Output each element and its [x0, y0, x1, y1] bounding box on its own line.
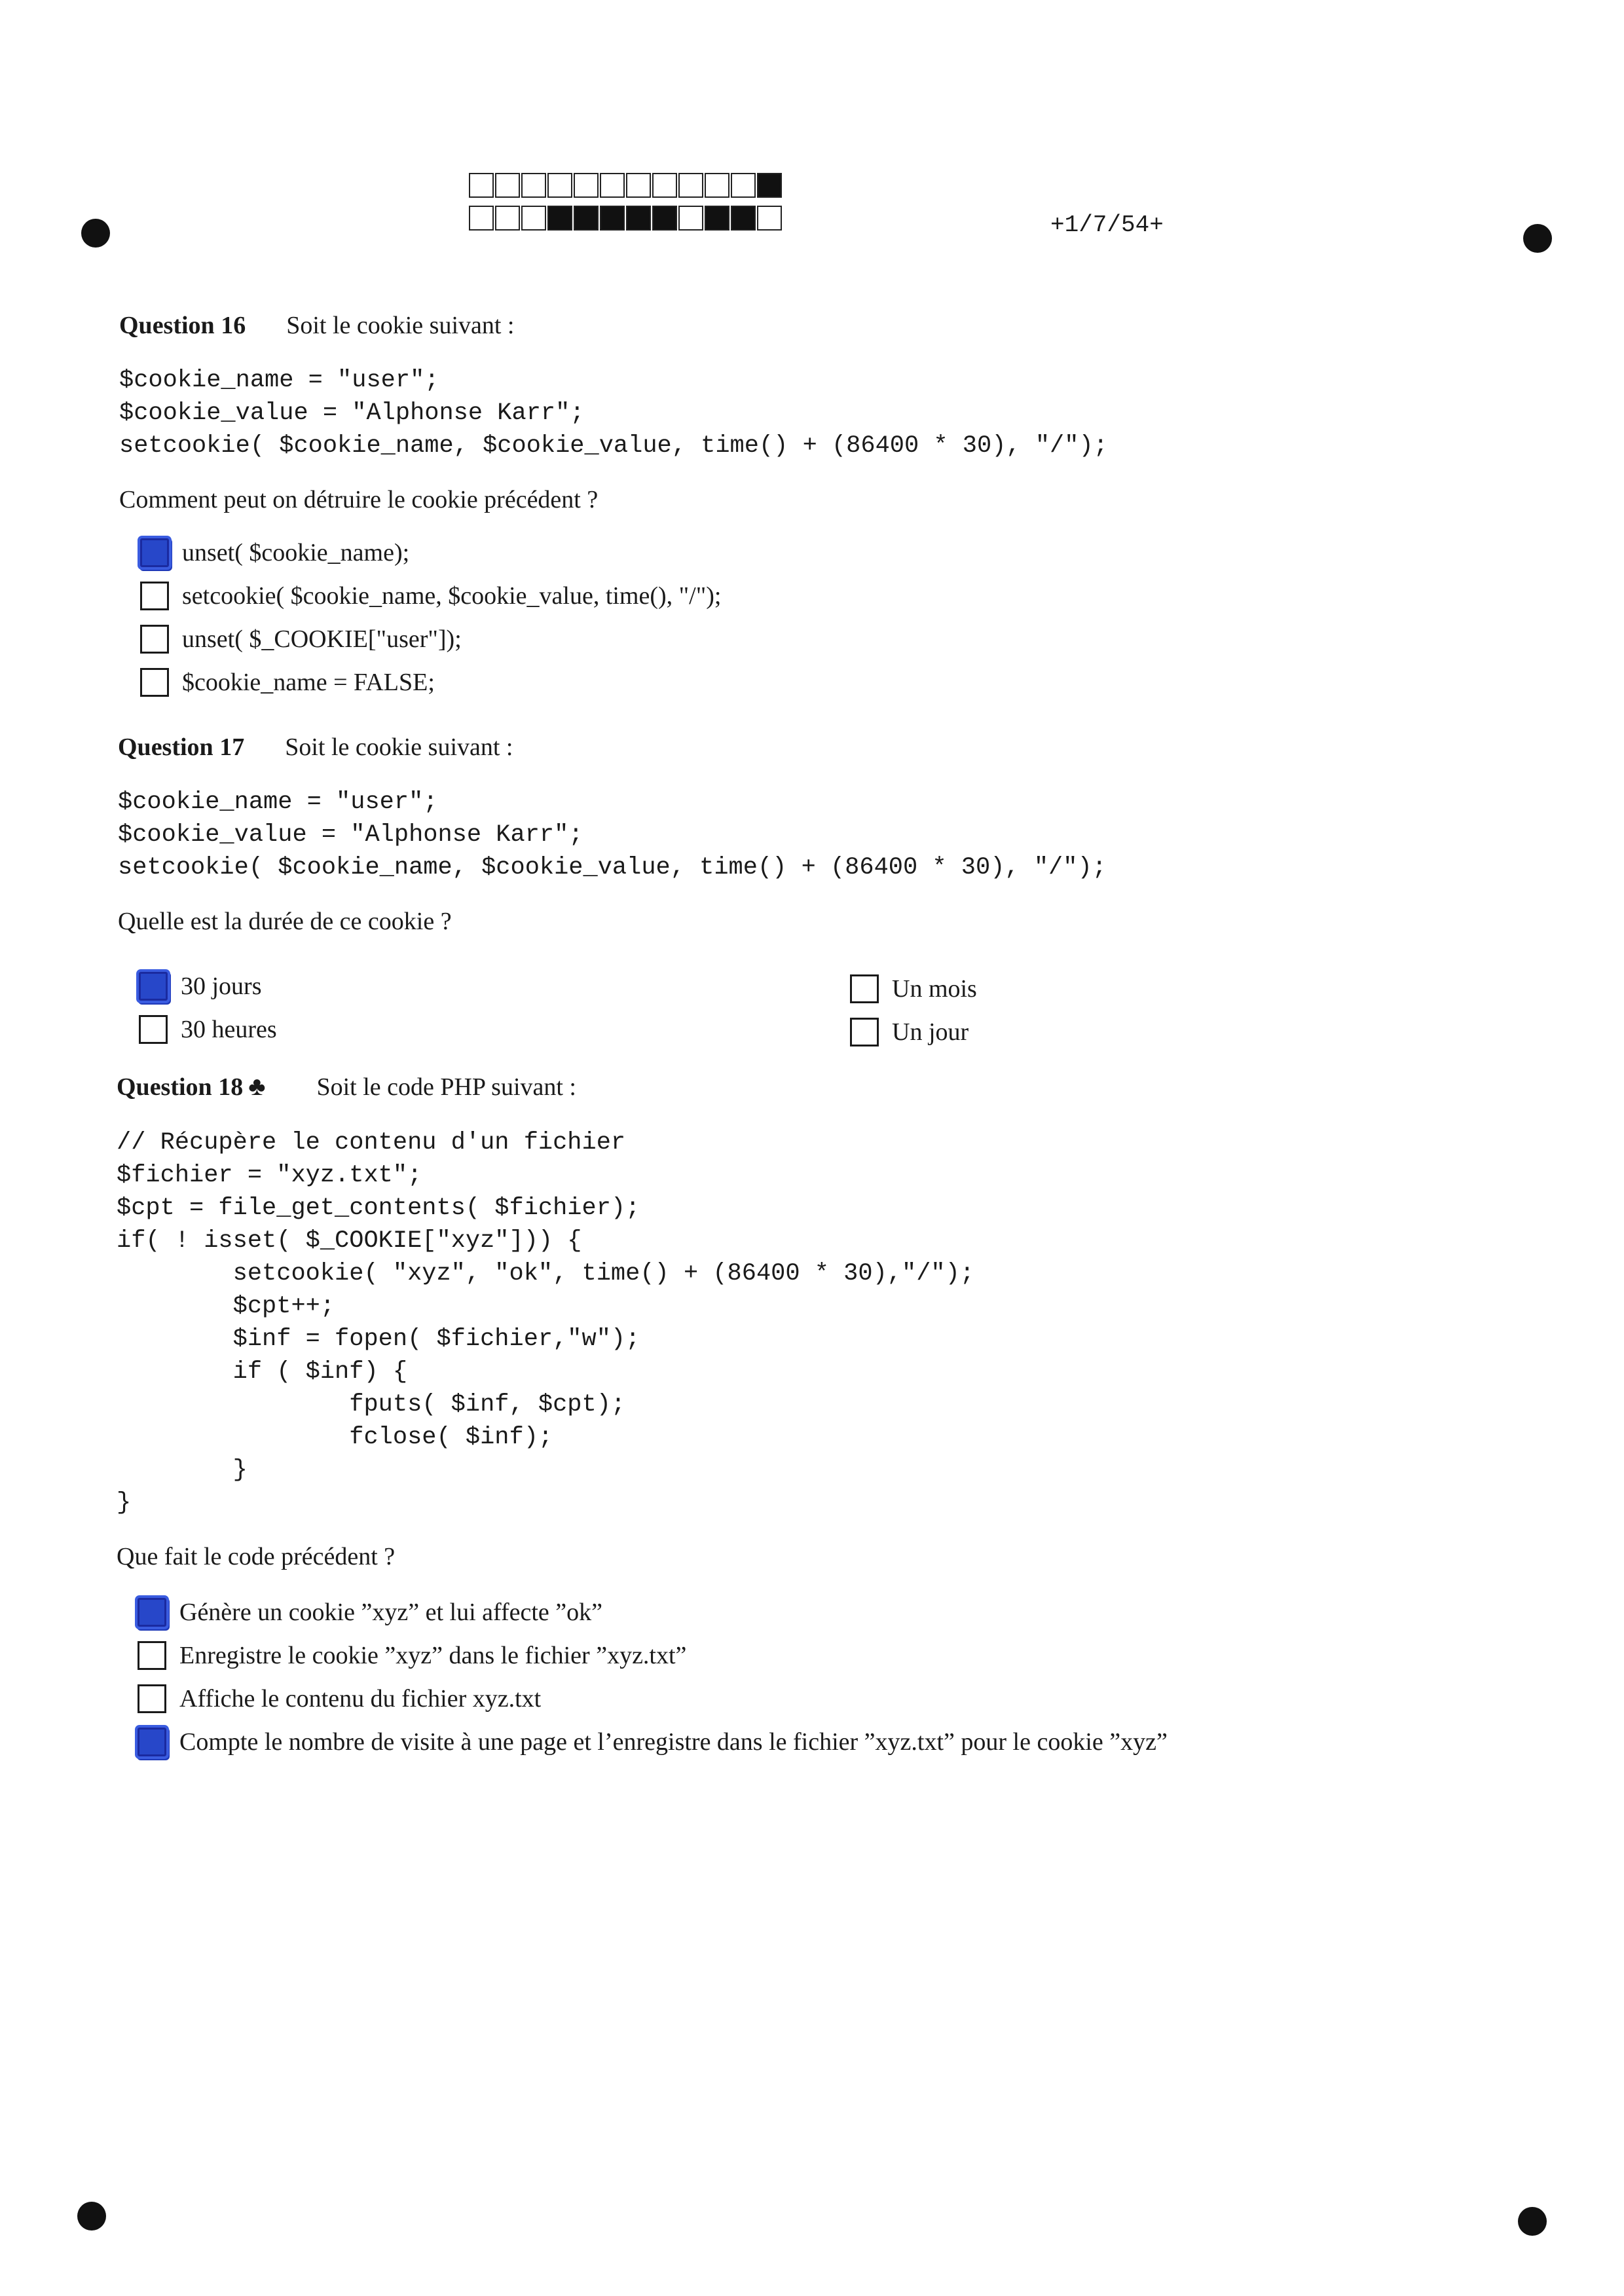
barcode-cell	[705, 206, 729, 231]
q16-option-3[interactable]	[140, 622, 462, 656]
q18-option-4[interactable]	[138, 1725, 1168, 1759]
option-label: 30 heures	[181, 1016, 277, 1043]
option-label: Un mois	[892, 975, 977, 1003]
barcode-cell	[495, 173, 520, 198]
barcode-cell	[574, 206, 599, 231]
checkbox[interactable]	[140, 625, 169, 654]
q17-option-3[interactable]	[850, 972, 977, 1006]
question-16-prompt: Comment peut on détruire le cookie précédent ?	[119, 486, 599, 513]
question-17-code: $cookie_name = "user"; $cookie_value = "Alphonse Karr"; setcookie( $cookie_name, $cookie_value, time() + (86400 * 30), "/");	[118, 788, 1107, 881]
page-id: +1/7/54+	[1050, 212, 1164, 238]
barcode-cell	[521, 206, 546, 231]
q17-option-4[interactable]	[850, 1015, 969, 1049]
option-label: $cookie_name = FALSE;	[182, 669, 435, 696]
checkbox[interactable]	[139, 972, 168, 1001]
barcode-cell	[757, 206, 782, 231]
q17-option-1[interactable]	[139, 969, 262, 1003]
option-label: Compte le nombre de visite à une page et l’enregistre dans le fichier ”xyz.txt” pour le cookie ”xyz”	[179, 1728, 1168, 1756]
q16-option-1[interactable]	[140, 536, 409, 570]
barcode-cell	[547, 173, 572, 198]
option-label: Génère un cookie ”xyz” et lui affecte ”ok”	[179, 1599, 602, 1626]
question-18-header	[117, 1071, 576, 1102]
barcode-cell	[547, 206, 572, 231]
question-16-code: $cookie_name = "user"; $cookie_value = "Alphonse Karr"; setcookie( $cookie_name, $cookie_value, time() + (86400 * 30), "/");	[119, 367, 1108, 460]
barcode-cell	[574, 173, 599, 198]
barcode-cell	[626, 206, 651, 231]
checkbox[interactable]	[139, 1015, 168, 1044]
option-label: setcookie( $cookie_name, $cookie_value, time(), "/");	[182, 582, 722, 610]
checkbox[interactable]	[138, 1641, 166, 1670]
barcode-cell	[652, 173, 677, 198]
barcode-cell	[600, 206, 625, 231]
question-intro: Soit le cookie suivant :	[286, 312, 515, 339]
barcode-cell	[678, 206, 703, 231]
barcode-cell	[731, 206, 756, 231]
question-17-header	[118, 732, 513, 762]
barcode-cell	[705, 173, 729, 198]
q17-option-2[interactable]	[139, 1012, 277, 1046]
checkbox[interactable]	[138, 1684, 166, 1713]
registration-mark-bottom-left	[77, 2202, 106, 2231]
checkbox[interactable]	[850, 974, 879, 1003]
question-number: Question 17	[118, 733, 245, 761]
question-intro: Soit le cookie suivant :	[285, 733, 513, 761]
barcode-row-1	[469, 173, 783, 198]
barcode-cell	[626, 173, 651, 198]
checkbox[interactable]	[140, 582, 169, 610]
option-label: unset( $cookie_name);	[182, 539, 410, 566]
checkbox[interactable]	[140, 538, 169, 567]
question-17-prompt: Quelle est la durée de ce cookie ?	[118, 908, 452, 935]
registration-mark-top-left	[81, 219, 110, 248]
question-number: Question 18 ♣	[117, 1071, 266, 1101]
barcode-cell	[757, 173, 782, 198]
barcode-cell	[469, 173, 494, 198]
club-icon: ♣	[248, 1071, 266, 1101]
question-16-header	[119, 310, 515, 341]
q18-option-2[interactable]	[138, 1639, 686, 1673]
registration-mark-bottom-right	[1518, 2207, 1547, 2236]
barcode-cell	[469, 206, 494, 231]
barcode-cell	[678, 173, 703, 198]
barcode-cell	[600, 173, 625, 198]
checkbox[interactable]	[138, 1728, 166, 1756]
q18-option-3[interactable]	[138, 1682, 541, 1716]
q16-option-2[interactable]	[140, 579, 721, 613]
barcode-cell	[731, 173, 756, 198]
question-18-prompt: Que fait le code précédent ?	[117, 1543, 396, 1570]
registration-mark-top-right	[1523, 224, 1552, 253]
barcode-cell	[495, 206, 520, 231]
q18-option-1[interactable]	[138, 1595, 602, 1629]
option-label: Un jour	[892, 1018, 969, 1046]
option-label: unset( $_COOKIE["user"]);	[182, 625, 462, 653]
q16-option-4[interactable]	[140, 665, 435, 699]
barcode-cell	[652, 206, 677, 231]
checkbox[interactable]	[138, 1598, 166, 1627]
checkbox[interactable]	[850, 1018, 879, 1046]
question-intro: Soit le code PHP suivant :	[316, 1073, 576, 1101]
question-18-code: // Récupère le contenu d'un fichier $fichier = "xyz.txt"; $cpt = file_get_contents( $fichier); if( ! isset( $_COOKIE["xyz"])) { setcookie( "xyz", "ok", time() + (86400 * 30),"/"); $cpt++; $inf = fopen( $fichier,"w"); if ( $inf) { fputs( $inf, $cpt); fclose( $inf); } }	[117, 1129, 975, 1517]
option-label: 30 jours	[181, 972, 262, 1000]
barcode-row-2	[469, 206, 783, 231]
question-number: Question 16	[119, 312, 246, 339]
barcode-cell	[521, 173, 546, 198]
option-label: Affiche le contenu du fichier xyz.txt	[179, 1685, 542, 1713]
option-label: Enregistre le cookie ”xyz” dans le fichier ”xyz.txt”	[179, 1642, 687, 1669]
checkbox[interactable]	[140, 668, 169, 697]
